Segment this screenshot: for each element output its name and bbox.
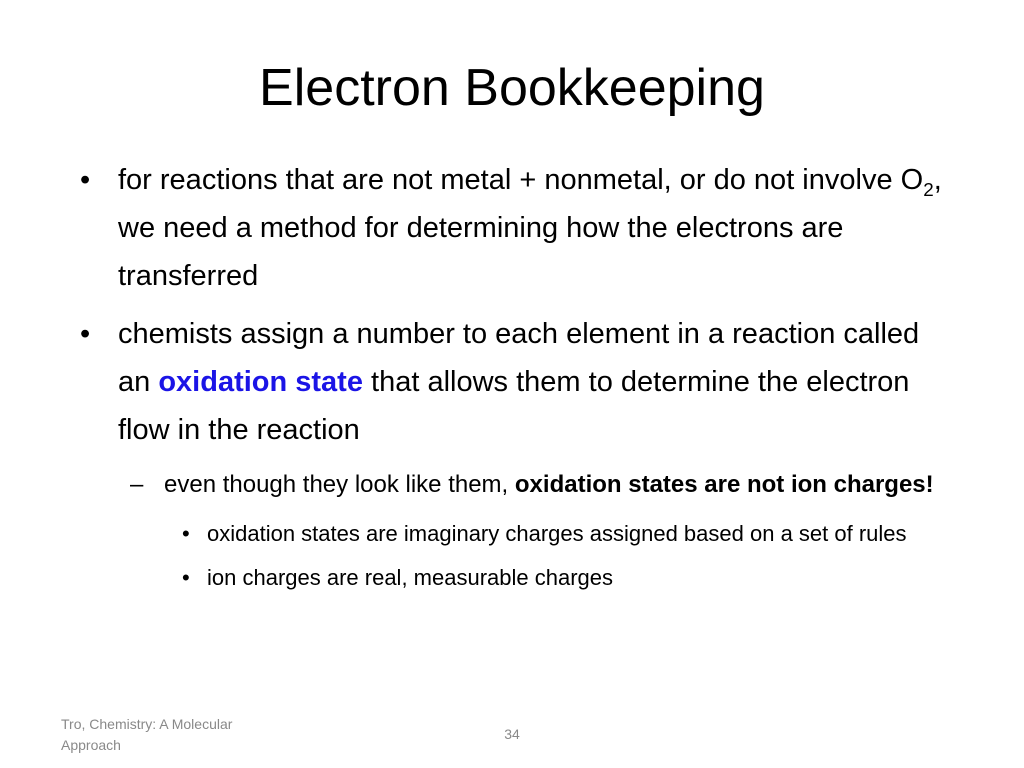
bullet-marker: •	[80, 318, 91, 350]
bullet-1-text-start: for reactions that are not metal + nonmetal, or do not involve O	[118, 164, 924, 196]
bullet-marker: •	[80, 164, 91, 196]
sub-sub-bullet-item-2	[72, 559, 952, 597]
bullet-2-text-start: chemists assign a number to each element in a reaction called an	[118, 318, 920, 398]
slide-title: Electron Bookkeeping	[259, 59, 765, 117]
bullet-2-text-end: that allows them to determine the electron flow in the reaction	[118, 366, 910, 446]
bullet-item-2	[72, 310, 952, 454]
sub-bullet-item	[72, 464, 952, 505]
footer-source: Tro, Chemistry: A Molecular Approach	[61, 716, 233, 753]
subscript-2: 2	[923, 178, 934, 200]
dash-marker: –	[130, 471, 144, 498]
sub-sub-bullet-item-1	[72, 515, 952, 553]
sub-bullet-text: even though they look like them,	[164, 471, 515, 498]
page-number: 34	[504, 726, 520, 742]
sub-bullet-bold-text: oxidation states are not ion charges!	[514, 471, 934, 498]
bullet-marker: •	[182, 521, 190, 546]
slide-body	[72, 156, 952, 603]
highlighted-term: oxidation state	[158, 366, 363, 398]
sub-sub-bullet-text: oxidation states are imaginary charges assigned based on a set of rules	[207, 521, 907, 546]
sub-sub-bullet-text: ion charges are real, measurable charges	[207, 565, 614, 590]
bullet-1-text-end: , we need a method for determining how the electrons are transferred	[118, 164, 942, 292]
bullet-marker: •	[182, 565, 190, 590]
bullet-item-1	[72, 156, 952, 300]
